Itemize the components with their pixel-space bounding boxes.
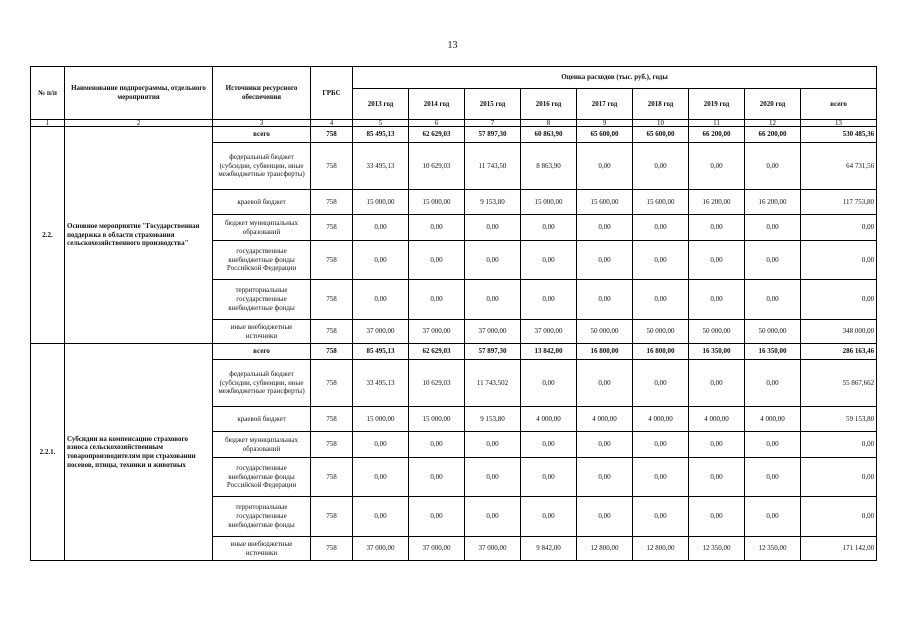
header-year: 2014 год bbox=[409, 89, 465, 120]
year-value: 0,00 bbox=[633, 432, 689, 458]
year-value: 50 000,00 bbox=[633, 320, 689, 344]
year-value: 15 600,00 bbox=[633, 190, 689, 215]
year-value: 37 000,00 bbox=[465, 320, 521, 344]
column-index: 1 bbox=[31, 120, 65, 127]
table-row bbox=[31, 344, 877, 360]
year-value: 12 800,00 bbox=[577, 537, 633, 561]
year-value: 16 200,00 bbox=[745, 190, 801, 215]
year-value: 0,00 bbox=[633, 360, 689, 407]
funding-source: всего bbox=[213, 127, 311, 143]
grbs-code: 758 bbox=[311, 143, 353, 190]
column-index: 11 bbox=[689, 120, 745, 127]
year-value: 4 000,00 bbox=[577, 407, 633, 432]
year-value: 15 000,00 bbox=[521, 190, 577, 215]
year-value: 0,00 bbox=[409, 215, 465, 241]
column-index: 5 bbox=[353, 120, 409, 127]
year-value: 16 800,00 bbox=[577, 344, 633, 360]
year-value: 60 863,90 bbox=[521, 127, 577, 143]
grbs-code: 758 bbox=[311, 320, 353, 344]
year-value: 0,00 bbox=[353, 458, 409, 497]
year-value: 15 000,00 bbox=[409, 407, 465, 432]
year-value: 0,00 bbox=[409, 497, 465, 537]
year-value: 37 000,00 bbox=[353, 320, 409, 344]
year-value: 37 000,00 bbox=[353, 537, 409, 561]
year-value: 4 000,00 bbox=[633, 407, 689, 432]
year-value: 0,00 bbox=[409, 241, 465, 280]
year-value: 0,00 bbox=[633, 497, 689, 537]
year-value: 66 200,00 bbox=[689, 127, 745, 143]
year-value: 0,00 bbox=[577, 280, 633, 320]
year-value: 4 000,00 bbox=[745, 407, 801, 432]
group-code: 2.2. bbox=[31, 127, 65, 344]
total-value: 117 753,80 bbox=[801, 190, 877, 215]
year-value: 0,00 bbox=[521, 432, 577, 458]
total-value: 59 153,80 bbox=[801, 407, 877, 432]
year-value: 0,00 bbox=[745, 143, 801, 190]
year-value: 0,00 bbox=[577, 215, 633, 241]
grbs-code: 758 bbox=[311, 190, 353, 215]
year-value: 15 000,00 bbox=[353, 407, 409, 432]
year-value: 0,00 bbox=[409, 458, 465, 497]
column-index: 2 bbox=[65, 120, 213, 127]
funding-source: бюджет муниципальных образований bbox=[213, 215, 311, 241]
column-index: 3 bbox=[213, 120, 311, 127]
year-value: 57 897,30 bbox=[465, 344, 521, 360]
funding-source: территориальные государственные внебюджетные фонды bbox=[213, 280, 311, 320]
year-value: 16 800,00 bbox=[633, 344, 689, 360]
grbs-code: 758 bbox=[311, 215, 353, 241]
header-source: Источники ресурсного обеспечения bbox=[213, 67, 311, 120]
year-value: 0,00 bbox=[745, 215, 801, 241]
total-value: 0,00 bbox=[801, 215, 877, 241]
grbs-code: 758 bbox=[311, 497, 353, 537]
group-name: Субсидии на компенсацию страхового взноса сельскохозяйственным товаропроизводителям при страховании посевов, птицы, техники и животных bbox=[65, 344, 213, 561]
year-value: 0,00 bbox=[633, 458, 689, 497]
funding-source: всего bbox=[213, 344, 311, 360]
column-index: 6 bbox=[409, 120, 465, 127]
year-value: 0,00 bbox=[689, 458, 745, 497]
year-value: 0,00 bbox=[521, 497, 577, 537]
table-body bbox=[31, 127, 877, 561]
year-value: 0,00 bbox=[521, 280, 577, 320]
grbs-code: 758 bbox=[311, 241, 353, 280]
funding-source: федеральный бюджет (субсидии, субвенции, иные межбюджетные трансферты) bbox=[213, 360, 311, 407]
total-value: 0,00 bbox=[801, 458, 877, 497]
year-value: 0,00 bbox=[465, 215, 521, 241]
budget-table bbox=[30, 66, 877, 561]
funding-source: краевой бюджет bbox=[213, 190, 311, 215]
year-value: 0,00 bbox=[633, 280, 689, 320]
year-value: 12 350,00 bbox=[689, 537, 745, 561]
total-value: 0,00 bbox=[801, 280, 877, 320]
year-value: 0,00 bbox=[577, 497, 633, 537]
header-year: 2013 год bbox=[353, 89, 409, 120]
column-index: 10 bbox=[633, 120, 689, 127]
year-value: 50 000,00 bbox=[577, 320, 633, 344]
group-code: 2.2.1. bbox=[31, 344, 65, 561]
year-value: 0,00 bbox=[353, 432, 409, 458]
year-value: 85 495,13 bbox=[353, 344, 409, 360]
year-value: 0,00 bbox=[745, 432, 801, 458]
year-value: 85 495,13 bbox=[353, 127, 409, 143]
year-value: 0,00 bbox=[745, 458, 801, 497]
column-index: 8 bbox=[521, 120, 577, 127]
year-value: 0,00 bbox=[745, 360, 801, 407]
year-value: 9 153,80 bbox=[465, 407, 521, 432]
year-value: 66 200,00 bbox=[745, 127, 801, 143]
column-index: 12 bbox=[745, 120, 801, 127]
year-value: 0,00 bbox=[521, 360, 577, 407]
total-value: 0,00 bbox=[801, 432, 877, 458]
year-value: 0,00 bbox=[633, 241, 689, 280]
year-value: 0,00 bbox=[689, 280, 745, 320]
year-value: 9 842,00 bbox=[521, 537, 577, 561]
funding-source: краевой бюджет bbox=[213, 407, 311, 432]
table-header bbox=[31, 67, 877, 127]
year-value: 65 600,00 bbox=[577, 127, 633, 143]
year-value: 10 629,03 bbox=[409, 360, 465, 407]
year-value: 0,00 bbox=[689, 432, 745, 458]
year-value: 0,00 bbox=[353, 241, 409, 280]
year-value: 0,00 bbox=[689, 241, 745, 280]
total-value: 0,00 bbox=[801, 241, 877, 280]
year-value: 0,00 bbox=[353, 497, 409, 537]
year-value: 0,00 bbox=[745, 241, 801, 280]
year-value: 0,00 bbox=[465, 280, 521, 320]
year-value: 15 000,00 bbox=[409, 190, 465, 215]
year-value: 62 629,03 bbox=[409, 344, 465, 360]
year-value: 37 000,00 bbox=[409, 320, 465, 344]
column-index: 13 bbox=[801, 120, 877, 127]
column-index: 9 bbox=[577, 120, 633, 127]
total-value: 55 867,662 bbox=[801, 360, 877, 407]
year-value: 33 495,13 bbox=[353, 360, 409, 407]
year-value: 50 000,00 bbox=[745, 320, 801, 344]
year-value: 0,00 bbox=[409, 432, 465, 458]
grbs-code: 758 bbox=[311, 458, 353, 497]
total-value: 0,00 bbox=[801, 497, 877, 537]
year-value: 57 897,30 bbox=[465, 127, 521, 143]
grbs-code: 758 bbox=[311, 407, 353, 432]
year-value: 0,00 bbox=[577, 143, 633, 190]
total-value: 530 485,36 bbox=[801, 127, 877, 143]
year-value: 0,00 bbox=[353, 280, 409, 320]
header-year: всего bbox=[801, 89, 877, 120]
year-value: 8 863,90 bbox=[521, 143, 577, 190]
header-year: 2020 год bbox=[745, 89, 801, 120]
year-value: 0,00 bbox=[521, 215, 577, 241]
total-value: 348 000,00 bbox=[801, 320, 877, 344]
year-value: 0,00 bbox=[689, 143, 745, 190]
year-value: 13 842,00 bbox=[521, 344, 577, 360]
table-row bbox=[31, 127, 877, 143]
header-year: 2015 год bbox=[465, 89, 521, 120]
year-value: 0,00 bbox=[689, 497, 745, 537]
year-value: 33 495,13 bbox=[353, 143, 409, 190]
total-value: 64 731,56 bbox=[801, 143, 877, 190]
year-value: 4 000,00 bbox=[521, 407, 577, 432]
year-value: 0,00 bbox=[689, 360, 745, 407]
year-value: 0,00 bbox=[745, 497, 801, 537]
year-value: 0,00 bbox=[353, 215, 409, 241]
year-value: 0,00 bbox=[577, 241, 633, 280]
year-value: 65 600,00 bbox=[633, 127, 689, 143]
column-index: 4 bbox=[311, 120, 353, 127]
grbs-code: 758 bbox=[311, 537, 353, 561]
year-value: 10 629,03 bbox=[409, 143, 465, 190]
year-value: 11 743,50 bbox=[465, 143, 521, 190]
year-value: 62 629,03 bbox=[409, 127, 465, 143]
header-index-row bbox=[31, 120, 877, 127]
grbs-code: 758 bbox=[311, 280, 353, 320]
year-value: 15 000,00 bbox=[353, 190, 409, 215]
year-value: 11 743,502 bbox=[465, 360, 521, 407]
funding-source: государственные внебюджетные фонды Российской Федерации bbox=[213, 458, 311, 497]
year-value: 0,00 bbox=[745, 280, 801, 320]
grbs-code: 758 bbox=[311, 360, 353, 407]
funding-source: иные внебюджетные источники bbox=[213, 537, 311, 561]
funding-source: иные внебюджетные источники bbox=[213, 320, 311, 344]
year-value: 0,00 bbox=[465, 432, 521, 458]
year-value: 0,00 bbox=[465, 497, 521, 537]
year-value: 9 153,80 bbox=[465, 190, 521, 215]
year-value: 0,00 bbox=[689, 215, 745, 241]
year-value: 37 000,00 bbox=[521, 320, 577, 344]
year-value: 0,00 bbox=[633, 215, 689, 241]
year-value: 0,00 bbox=[577, 432, 633, 458]
grbs-code: 758 bbox=[311, 344, 353, 360]
year-value: 0,00 bbox=[633, 143, 689, 190]
total-value: 171 142,00 bbox=[801, 537, 877, 561]
year-value: 0,00 bbox=[577, 360, 633, 407]
year-value: 0,00 bbox=[465, 241, 521, 280]
year-value: 12 350,00 bbox=[745, 537, 801, 561]
year-value: 12 800,00 bbox=[633, 537, 689, 561]
year-value: 16 200,00 bbox=[689, 190, 745, 215]
group-name: Основное мероприятие "Государственная поддержка в области страхования сельскохозяйственного производства" bbox=[65, 127, 213, 344]
header-name: Наименование подпрограммы, отдельного мероприятия bbox=[65, 67, 213, 120]
total-value: 286 163,46 bbox=[801, 344, 877, 360]
year-value: 0,00 bbox=[521, 458, 577, 497]
header-year: 2019 год bbox=[689, 89, 745, 120]
header-year: 2017 год bbox=[577, 89, 633, 120]
year-value: 0,00 bbox=[521, 241, 577, 280]
funding-source: федеральный бюджет (субсидии, субвенции, иные межбюджетные трансферты) bbox=[213, 143, 311, 190]
header-year: 2018 год bbox=[633, 89, 689, 120]
header-num: № п/п bbox=[31, 67, 65, 120]
header-estimate: Оценка расходов (тыс. руб.), годы bbox=[353, 67, 877, 89]
year-value: 37 000,00 bbox=[409, 537, 465, 561]
funding-source: государственные внебюджетные фонды Российской Федерации bbox=[213, 241, 311, 280]
funding-source: бюджет муниципальных образований bbox=[213, 432, 311, 458]
grbs-code: 758 bbox=[311, 127, 353, 143]
header-grbs: ГРБС bbox=[311, 67, 353, 120]
year-value: 16 350,00 bbox=[689, 344, 745, 360]
column-index: 7 bbox=[465, 120, 521, 127]
funding-source: территориальные государственные внебюджетные фонды bbox=[213, 497, 311, 537]
year-value: 4 000,00 bbox=[689, 407, 745, 432]
year-value: 15 600,00 bbox=[577, 190, 633, 215]
year-value: 0,00 bbox=[577, 458, 633, 497]
page-number: 13 bbox=[447, 40, 458, 51]
year-value: 37 000,00 bbox=[465, 537, 521, 561]
year-value: 0,00 bbox=[465, 458, 521, 497]
grbs-code: 758 bbox=[311, 432, 353, 458]
year-value: 0,00 bbox=[409, 280, 465, 320]
year-value: 50 000,00 bbox=[689, 320, 745, 344]
header-year: 2016 год bbox=[521, 89, 577, 120]
year-value: 16 350,00 bbox=[745, 344, 801, 360]
